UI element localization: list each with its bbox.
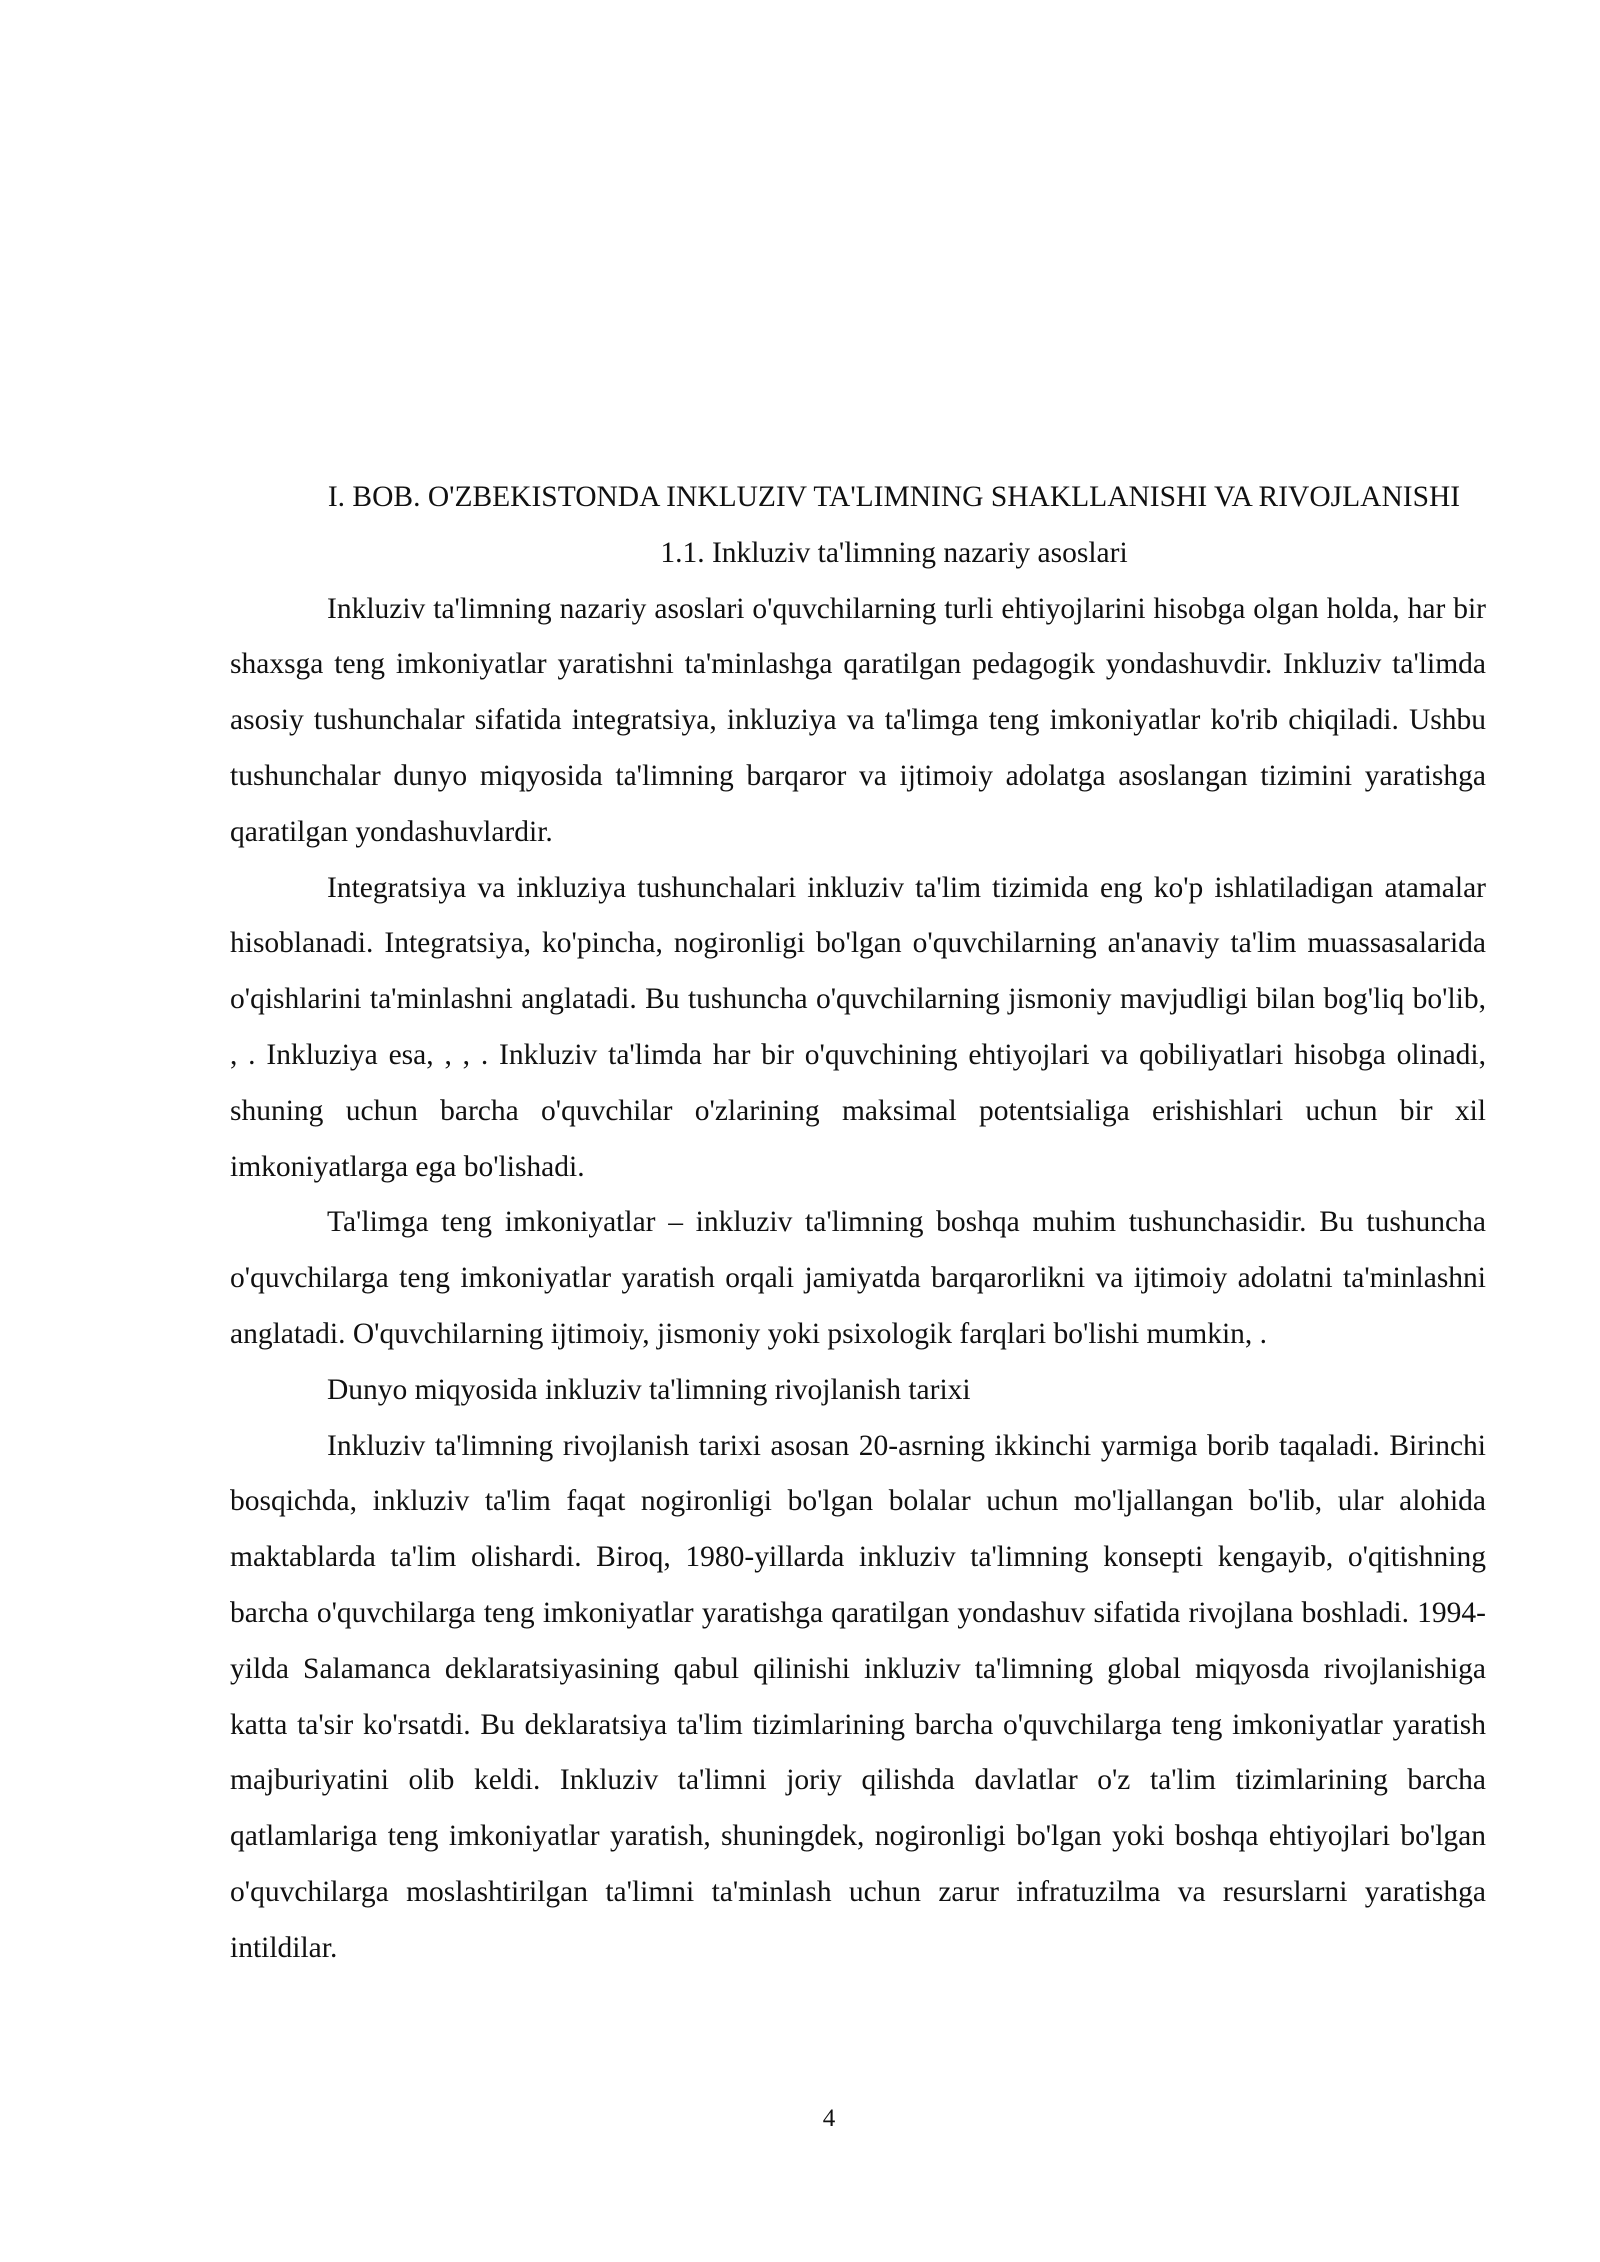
section-title: 1.1. Inkluziv ta'limning nazariy asoslari [660,536,1128,569]
page-number: 4 [822,2105,836,2132]
paragraph-1: Inkluziv ta'limning nazariy asoslari o'quvchilarning turli ehtiyojlarini hisobga olgan holda, har bir shaxsga teng imkoniyatlar yaratishni ta'minlashga qaratilgan pedagogik yondashuvdir. Inkluziv ta'limda asosiy tushunchalar sifatida integratsiya, inkluziya va ta'limga teng imkoniyatlar ko'rib chiqiladi. Ushbu tushunchalar dunyo miqyosida ta'limning barqaror va ijtimoiy adolatga asoslangan tizimini yaratishga qaratilgan yondashuvlardir. [230,592,1486,848]
paragraph-4: Inkluziv ta'limning rivojlanish tarixi asosan 20-asrning ikkinchi yarmiga borib taqaladi. Birinchi bosqichda, inkluziv ta'lim faqat nogironligi bo'lgan bolalar uchun mo'ljallangan bo'lib, ular alohida maktablarda ta'lim olishardi. Biroq, 1980-yillarda inkluziv ta'limning konsepti kengayib, o'qitishning barcha o'quvchilarga teng imkoniyatlar yaratishga qaratilgan yondashuv sifatida rivojlana boshladi. 1994-yilda Salamanca deklaratsiyasining qabul qilinishi inkluziv ta'limning global miqyosda rivojlanishiga katta ta'sir ko'rsatdi. Bu deklaratsiya ta'lim tizimlarining barcha o'quvchilarga teng imkoniyatlar yaratish majburiyatini olib keldi. Inkluziv ta'limni joriy qilishda davlatlar o'z ta'lim tizimlarining barcha qatlamlariga teng imkoniyatlar yaratish, shuningdek, nogironligi bo'lgan yoki boshqa ehtiyojlari bo'lgan o'quvchilarga moslashtirilgan ta'limni ta'minlash uchun zarur infratuzilma va resurslarni yaratishga intildilar. [230,1429,1486,1964]
page-content [230,470,1486,1977]
paragraph-2: Integratsiya va inkluziya tushunchalari inkluziv ta'lim tizimida eng ko'p ishlatiladigan atamalar hisoblanadi. Integratsiya, ko'pincha, nogironligi bo'lgan o'quvchilarning an'anaviy ta'lim muassasalarida o'qishlarini ta'minlashni anglatadi. Bu tushuncha o'quvchilarning jismoniy mavjudligi bilan bog'liq bo'lib, , . Inkluziya esa, , , . Inkluziv ta'limda har bir o'quvchining ehtiyojlari va qobiliyatlari hisobga olinadi, shuning uchun barcha o'quvchilar o'zlarining maksimal potentsialiga erishishlari uchun bir xil imkoniyatlarga ega bo'lishadi. [230,871,1486,1183]
subheading: Dunyo miqyosida inkluziv ta'limning rivojlanish tarixi [327,1373,971,1406]
chapter-title: I. BOB. O'ZBEKISTONDA INKLUZIV TA'LIMNING SHAKLLANISHI VA RIVOJLANISHI [327,481,1461,513]
paragraph-3: Ta'limga teng imkoniyatlar – inkluziv ta'limning boshqa muhim tushunchasidir. Bu tushuncha o'quvchilarga teng imkoniyatlar yaratish orqali jamiyatda barqarorlikni va ijtimoiy adolatni ta'minlashni anglatadi. O'quvchilarning ijtimoiy, jismoniy yoki psixologik farqlari bo'lishi mumkin, . [230,1206,1486,1350]
